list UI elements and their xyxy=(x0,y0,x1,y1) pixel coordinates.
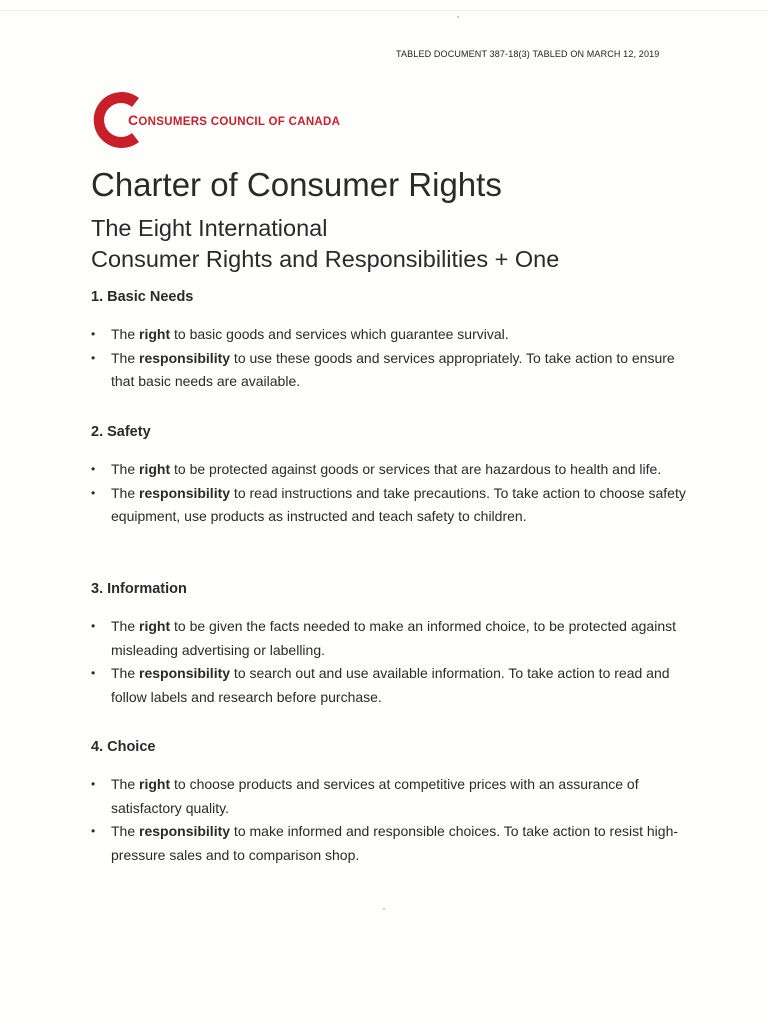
bullet-icon: • xyxy=(91,666,96,680)
item-keyword: responsibility xyxy=(139,484,231,501)
bullet-icon: • xyxy=(91,350,96,365)
section-list xyxy=(91,458,701,529)
bullet-icon: • xyxy=(91,619,96,633)
item-prefix: The xyxy=(111,823,140,839)
item-prefix: The xyxy=(111,326,140,342)
bullet-icon: • xyxy=(91,485,96,500)
item-keyword: right xyxy=(139,326,171,342)
subtitle-line-1: The Eight International xyxy=(91,215,328,241)
logo-name-rest: ONSUMERS COUNCIL OF CANADA xyxy=(138,116,341,128)
logo-first-letter: C xyxy=(128,112,139,128)
section-heading: 3. Information xyxy=(91,581,187,597)
logo-wordmark xyxy=(128,112,340,128)
consumers-council-logo xyxy=(88,85,398,155)
page-subtitle xyxy=(91,213,559,275)
top-rule xyxy=(0,10,768,11)
item-prefix: The xyxy=(111,484,140,501)
item-text: to be protected against goods or services that are hazardous to health and life. xyxy=(170,461,662,477)
item-keyword: responsibility xyxy=(139,665,231,681)
item-prefix: The xyxy=(111,665,140,681)
item-keyword: responsibility xyxy=(139,349,231,366)
bullet-icon: • xyxy=(91,824,96,838)
list-item xyxy=(91,820,701,867)
section-heading: 4. Choice xyxy=(91,739,156,755)
item-text: to make informed and responsible choices. To take action to resist high-pressure sales and to comparison shop. xyxy=(111,823,679,863)
section-basic-needs xyxy=(91,287,701,394)
list-item xyxy=(91,482,701,529)
item-text: to be given the facts needed to make an informed choice, to be protected against misleading advertising or labelling. xyxy=(111,618,677,658)
section-choice xyxy=(91,737,701,867)
bullet-icon: • xyxy=(91,777,96,791)
page-title: Charter of Consumer Rights xyxy=(91,166,502,203)
list-item xyxy=(91,773,701,820)
section-heading: 2. Safety xyxy=(91,424,151,440)
section-list xyxy=(91,323,701,394)
list-item xyxy=(91,662,701,709)
scan-speck xyxy=(383,908,385,910)
bullet-icon: • xyxy=(91,327,96,341)
list-item xyxy=(91,323,701,347)
section-information xyxy=(91,579,701,709)
item-text: to read instructions and take precautions. To take action to choose safety equipment, use products as instructed and teach safety to children. xyxy=(111,484,686,524)
item-text: to search out and use available information. To take action to read and follow labels and research before purchase. xyxy=(111,665,670,705)
section-heading: 1. Basic Needs xyxy=(91,289,194,305)
item-prefix: The xyxy=(111,461,140,477)
subtitle-line-2: Consumer Rights and Responsibilities + One xyxy=(91,246,560,272)
item-keyword: right xyxy=(139,461,171,477)
scan-speck xyxy=(457,16,459,18)
section-list xyxy=(91,615,701,709)
list-item xyxy=(91,458,701,482)
item-prefix: The xyxy=(111,618,140,634)
section-list xyxy=(91,773,701,867)
section-safety xyxy=(91,422,701,529)
item-prefix: The xyxy=(111,349,140,366)
item-prefix: The xyxy=(111,776,140,792)
item-text: to use these goods and services appropriately. To take action to ensure that basic needs are available. xyxy=(111,349,675,389)
item-keyword: right xyxy=(139,776,171,792)
item-keyword: responsibility xyxy=(139,823,231,839)
item-keyword: right xyxy=(139,618,171,634)
item-text: to basic goods and services which guarantee survival. xyxy=(170,326,509,342)
tabled-document-note: TABLED DOCUMENT 387-18(3) TABLED ON MARCH 12, 2019 xyxy=(396,49,660,59)
bullet-icon: • xyxy=(91,462,96,476)
item-text: to choose products and services at competitive prices with an assurance of satisfactory quality. xyxy=(111,776,639,816)
list-item xyxy=(91,347,701,394)
list-item xyxy=(91,615,701,662)
